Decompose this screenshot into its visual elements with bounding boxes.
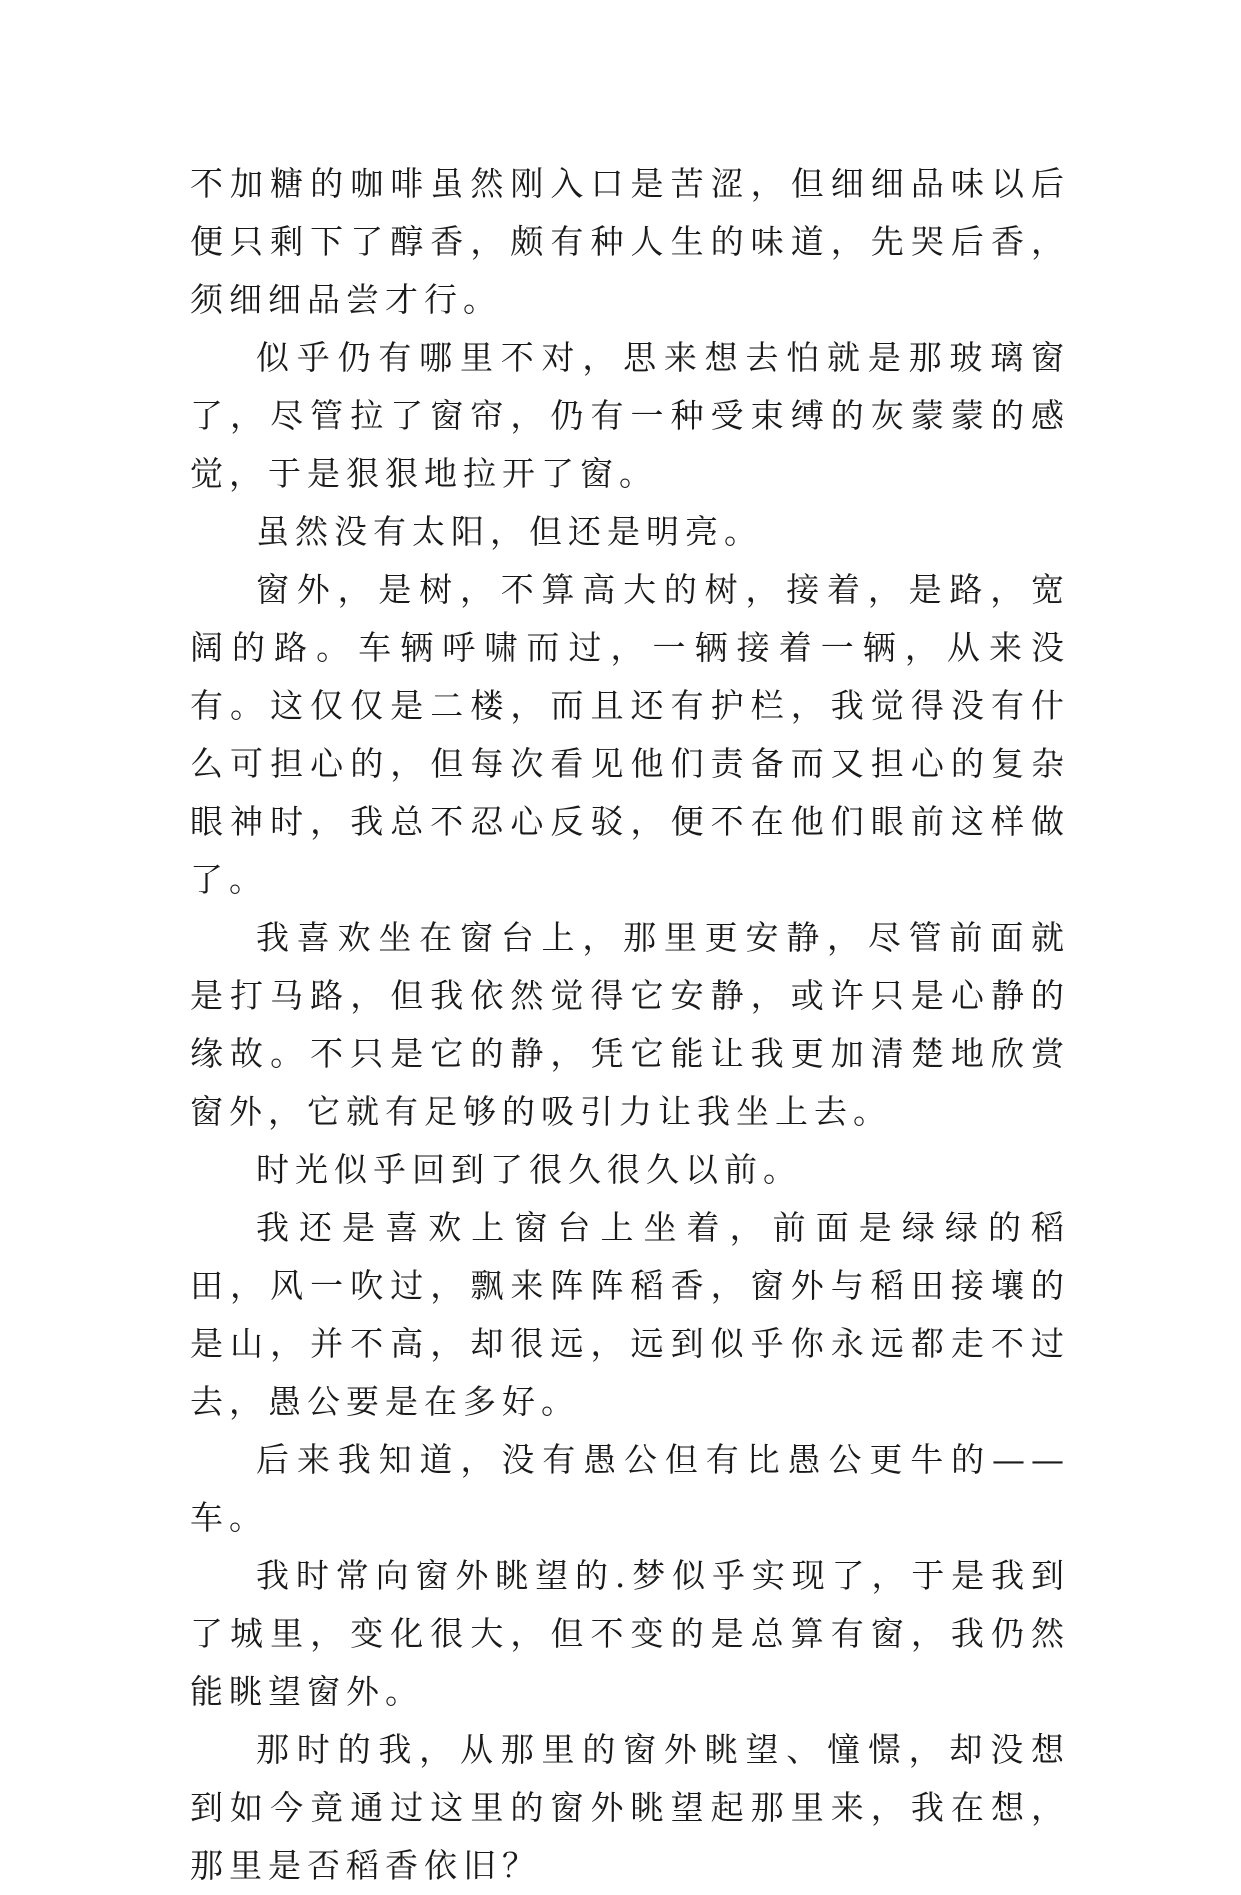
paragraph-1: 不加糖的咖啡虽然刚入口是苦涩，但细细品味以后便只剩下了醇香，颇有种人生的味道，先哭后香，须细细品尝才行。 — [190, 164, 1070, 319]
paragraph-7: 我还是喜欢上窗台上坐着，前面是绿绿的稻田，风一吹过，飘来阵阵稻香，窗外与稻田接壤的是山，并不高，却很远，远到似乎你永远都走不过去，愚公要是在多好。 — [190, 1208, 1070, 1421]
paragraph-6: 时光似乎回到了很久很久以前。 — [256, 1150, 802, 1189]
document-body — [190, 155, 1070, 1895]
paragraph-9: 我时常向窗外眺望的.梦似乎实现了，于是我到了城里，变化很大，但不变的是总算有窗，我仍然能眺望窗外。 — [190, 1556, 1070, 1711]
paragraph-4: 窗外，是树，不算高大的树，接着，是路，宽阔的路。车辆呼啸而过，一辆接着一辆，从来没有。这仅仅是二楼，而且还有护栏，我觉得没有什么可担心的，但每次看见他们责备而又担心的复杂眼神时，我总不忍心反驳，便不在他们眼前这样做了。 — [190, 570, 1070, 899]
paragraph-5: 我喜欢坐在窗台上，那里更安静，尽管前面就是打马路，但我依然觉得它安静，或许只是心静的缘故。不只是它的静，凭它能让我更加清楚地欣赏窗外，它就有足够的吸引力让我坐上去。 — [190, 918, 1070, 1131]
paragraph-3: 虽然没有太阳，但还是明亮。 — [256, 512, 763, 551]
paragraph-2: 似乎仍有哪里不对，思来想去怕就是那玻璃窗了，尽管拉了窗帘，仍有一种受束缚的灰蒙蒙的感觉，于是狠狠地拉开了窗。 — [190, 338, 1070, 493]
paragraph-10: 那时的我，从那里的窗外眺望、憧憬，却没想到如今竟通过这里的窗外眺望起那里来，我在想，那里是否稻香依旧？ — [190, 1730, 1070, 1885]
paragraph-8: 后来我知道，没有愚公但有比愚公更牛的——车。 — [190, 1440, 1070, 1537]
